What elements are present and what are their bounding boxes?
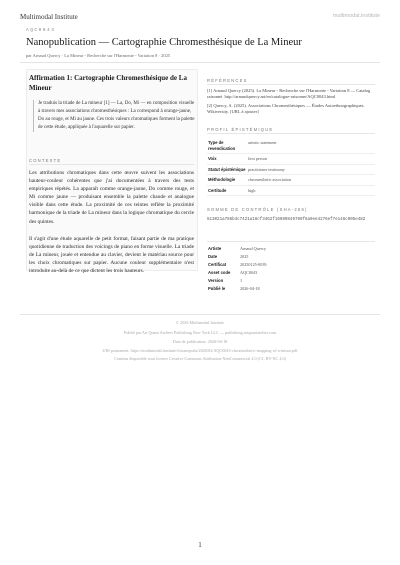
- footer-publisher[interactable]: Publié par Art Quant Ateliers Publishing New York LLC — publishing.artquantatelier.com: [123, 330, 276, 335]
- meta-key: Asset code: [208, 270, 231, 275]
- footer-uri[interactable]: URI permanent: https://multimodal.institute/fr/nanopubs/2026/03/AQC0043-chromesthetic-mapping-of-a-minor.pdf: [102, 348, 298, 353]
- references-list: [207, 88, 375, 118]
- page-title: Nanopublication — Cartographie Chromesthésique de La Mineur: [26, 37, 302, 48]
- meta-key: Version: [208, 278, 224, 283]
- table-row: [207, 277, 317, 285]
- context-divider: [29, 164, 194, 165]
- meta-value: 2025: [240, 254, 249, 259]
- document-code: AQC0043: [26, 28, 56, 33]
- footer-license: Contenu disponible sous licence Creative Commons Attribution-NonCommercial 4.0 (CC BY-NC 4.0): [114, 356, 286, 361]
- checksum-value: 513021a786b4c7421a16cf3462f16989849789f6a9ee4276ef7e146c905e482: [207, 218, 366, 222]
- footer-divider: [20, 314, 380, 315]
- profile-value: chromesthetic association: [247, 175, 375, 186]
- epistemic-profile-divider: [207, 133, 375, 134]
- meta-value: 20250125-0039: [240, 262, 267, 267]
- profile-key: Statut épistémique: [207, 164, 247, 175]
- meta-key: Date: [208, 254, 218, 259]
- table-row: [207, 175, 375, 186]
- context-paragraph-1: Les attributions chromatiques dans cette œuvre suivent les associations hauteur-couleur cohérentes que j'ai documentées à travers des tests empiriques répétés. La apparaît comme orange-jaune, Do comme rouge, et Mi comme jaune — produisant ensemble la palette chaude et analogue visible dans cette étude. La proximité de ces teintes reflète la proximité harmonique de la triade de La mineur dans la logique chromatique du cercle des quintes.: [29, 170, 194, 225]
- checksum-heading: SOMME DE CONTRÔLE (SHA-256): [207, 207, 308, 212]
- profile-value: practitioner testimony: [247, 164, 375, 175]
- epistemic-profile-heading: PROFIL ÉPISTÉMIQUE: [207, 127, 274, 132]
- affirmation-title: Affirmation 1: Cartographie Chromesthésique de La Mineur: [29, 74, 187, 92]
- table-row: [207, 138, 375, 154]
- footer-copyright: © 2026 Multimodal Institute: [175, 320, 225, 325]
- table-row: [207, 269, 317, 277]
- meta-value: AQC0043: [240, 270, 258, 275]
- table-row: [207, 154, 375, 165]
- table-row: [207, 285, 317, 293]
- table-row: [207, 245, 317, 253]
- profile-key: Méthodologie: [207, 175, 247, 186]
- epistemic-profile-table: [207, 138, 375, 196]
- page-number: 1: [198, 541, 202, 549]
- references-heading: RÉFÉRENCES: [207, 78, 248, 83]
- reference-item[interactable]: [1] Arnaud Quercy (2025). La Mineur - Recherche sur l'Harmonie - Variation 8 — Catalog raisonné. http://arnaudquercy.art/en/catalogue-raisonne/AQC0043.html: [207, 88, 371, 100]
- affirmation-quote: Je traduis la triade de La mineur [1] — La, Do, Mi — en composition visuelle à travers mes associations chromesthésiques : La correspond à orange-jaune, Do au rouge, et Mi au jaune. Ces trois valeurs chromatiques forment la palette de cette étude, appliquée à l'aquarelle sur papier.: [33, 100, 195, 132]
- profile-key: Voix: [207, 154, 247, 165]
- profile-value: high: [247, 185, 375, 196]
- meta-key: Artiste: [208, 246, 222, 251]
- metadata-divider: [207, 241, 375, 242]
- meta-key: Publié le: [208, 286, 226, 291]
- brand-name: Multimodal Institute: [20, 13, 78, 21]
- context-paragraph-2: Il s'agit d'une étude aquarelle de petit format, faisant partie de ma pratique quotidienne de traduction des voicings de piano en forme visuelle. La triade de La mineur, jouée et entendue au clavier, devient le matériau source pour les choix chromatiques sur papier. Aucune couleur supplémentaire n'est introduite au-delà de ce que dictent les trois hauteurs.: [29, 236, 194, 275]
- brand-url[interactable]: multimodal.institute: [332, 13, 380, 19]
- metadata-table: [207, 245, 317, 293]
- table-row: [207, 253, 317, 261]
- profile-value: first person: [247, 154, 375, 165]
- table-row: [207, 261, 317, 269]
- table-row: [207, 185, 375, 196]
- profile-key: Type de revendication: [207, 138, 247, 154]
- meta-value: 2026-04-18: [240, 286, 260, 291]
- header-divider: [20, 62, 380, 63]
- meta-key: Certificat: [208, 262, 227, 267]
- meta-value: 1: [240, 278, 243, 283]
- profile-key: Certitude: [207, 185, 247, 196]
- byline: par Arnaud Quercy · La Mineur - Recherche sur l'Harmonie - Variation 8 · 2025: [26, 53, 171, 58]
- references-divider: [207, 84, 375, 85]
- context-heading: CONTEXTE: [29, 158, 62, 163]
- profile-value: artistic statement: [247, 138, 375, 154]
- table-row: [207, 164, 375, 175]
- footer-date: Date de publication: 2026-04-18: [172, 339, 228, 344]
- reference-item[interactable]: [2] Quercy, A. (2025). Associations Chromesthésiques — Études Autoethnographiques. Wikiversity. [URL à ajouter]: [207, 102, 365, 115]
- meta-value: Arnaud Quercy: [240, 246, 266, 251]
